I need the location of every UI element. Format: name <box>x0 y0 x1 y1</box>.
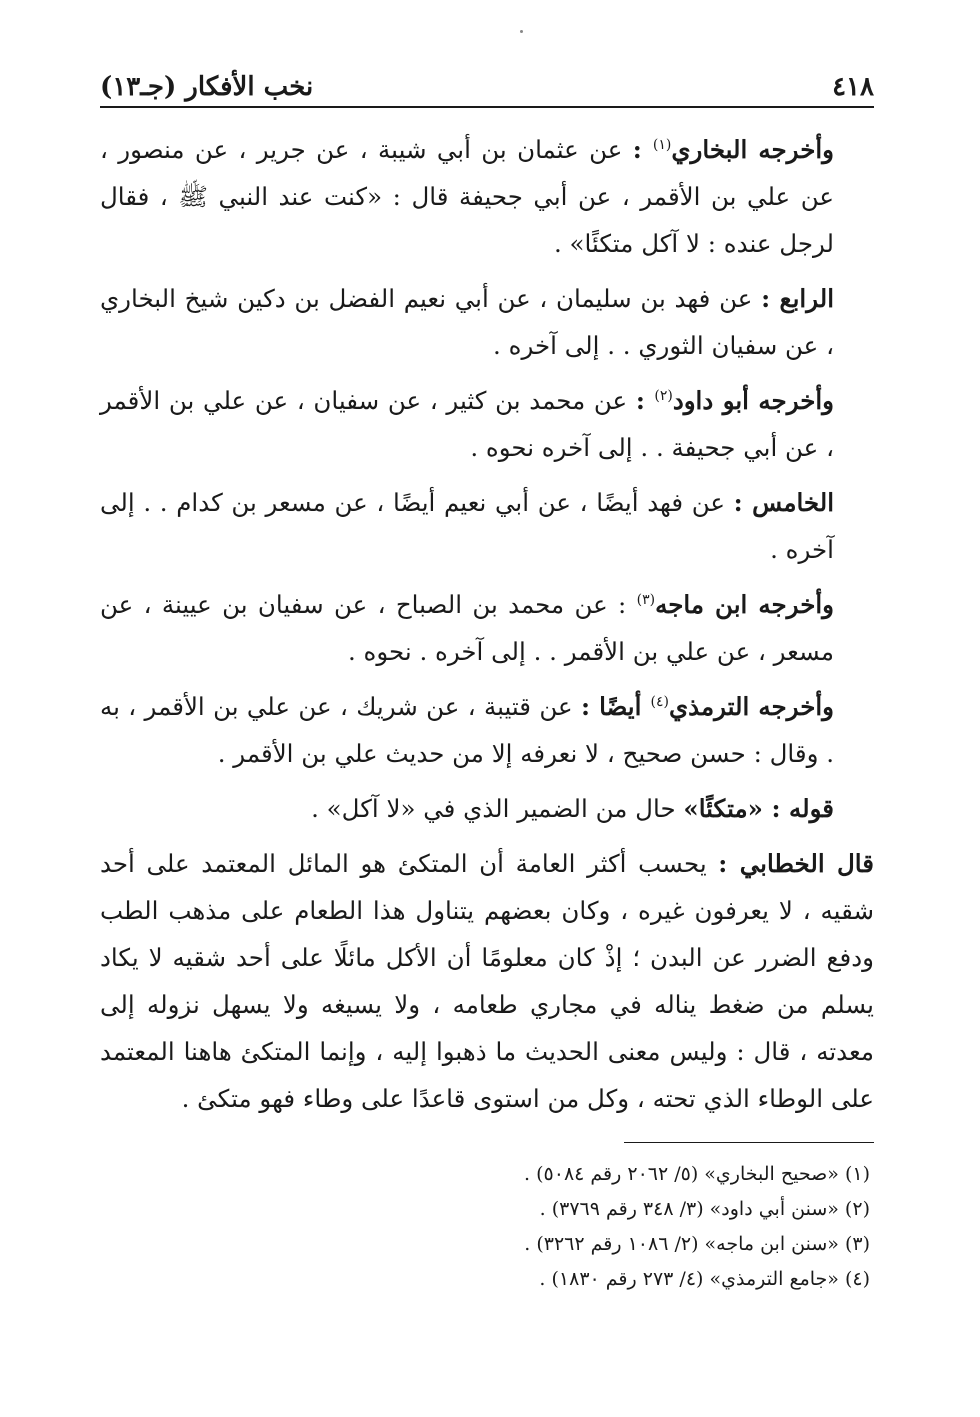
paragraph <box>100 126 874 267</box>
paragraph-lead: قوله : «متكئًا» <box>683 794 834 823</box>
paragraph-lead-tail: : <box>632 135 653 164</box>
paragraph-lead: الخامس : <box>733 488 835 517</box>
paragraph-lead-tail: أيضًا : <box>580 692 651 721</box>
paragraph-lead: الرابع : <box>761 284 834 313</box>
paragraph <box>100 377 874 471</box>
footnote-marker: (٤) <box>650 693 669 710</box>
running-head <box>100 58 874 108</box>
scan-speck <box>520 30 523 33</box>
paragraph-lead: وأخرجه البخاري <box>671 135 834 164</box>
paragraph-text: عن محمد بن كثير ، عن سفيان ، عن علي بن الأقمر ، عن أبي جحيفة . . إلى آخره نحوه . <box>100 386 834 462</box>
paragraph-text: عن فهد بن سليمان ، عن أبي نعيم الفضل بن دكين شيخ البخاري ، عن سفيان الثوري . . إلى آخره . <box>100 284 834 360</box>
footnote-marker: (٢) <box>654 387 673 404</box>
paragraph-text: عن عثمان بن أبي شيبة ، عن جرير ، عن منصور ، عن علي بن الأقمر ، عن أبي جحيفة قال : «كنت عند النبي ﷺ ، فقال لرجل عنده : لا آكل متكئًا» . <box>100 135 834 258</box>
paragraph-text: حال من الضمير الذي في «لا آكل» . <box>311 794 684 823</box>
footnote: (٢) «سنن أبي داود» (٣/ ٣٤٨ رقم ٣٧٦٩) . <box>539 1198 870 1220</box>
footnote-divider <box>624 1142 874 1143</box>
book-page <box>100 58 874 1297</box>
paragraph-lead: وأخرجه أبو داود <box>672 386 834 415</box>
paragraph <box>100 840 874 1122</box>
paragraph <box>100 275 874 369</box>
paragraph-lead-tail: : <box>635 386 655 415</box>
paragraph-text: عن فهد أيضًا ، عن أبي نعيم أيضًا ، عن مسعر بن كدام . . إلى آخره . <box>100 488 834 564</box>
paragraph <box>100 683 874 777</box>
paragraph-lead: وأخرجه الترمذي <box>668 692 834 721</box>
paragraph-lead: قال الخطابي : <box>718 849 874 878</box>
paragraph-text: يحسب أكثر العامة أن المتكئ هو المائل المعتمد على أحد شقيه ، لا يعرفون غيره ، وكان بعضهم يتناول هذا الطعام على مذهب الطب ودفع الضرر عن البدن ؛ إذْ كان معلومًا أن الأكل مائلًا على أحد شقيه لا يكاد يسلم من ضغط يناله في مجاري طعامه ، ولا يسيغه ولا يسهل نزوله إلى معدته ، قال : وليس معنى الحديث ما ذهبوا إليه ، وإنما المتكئ هاهنا المعتمد على الوطاء الذي تحته ، وكل من استوى قاعدًا على وطاء فهو متكئ . <box>100 849 874 1113</box>
footnote-marker: (٣) <box>636 591 656 608</box>
body-text <box>100 126 874 1122</box>
page-number: ٤١٨ <box>832 72 874 102</box>
footnote: (٤) «جامع الترمذي» (٤/ ٢٧٣ رقم ١٨٣٠) . <box>539 1268 870 1290</box>
paragraph <box>100 479 874 573</box>
paragraph-text: : عن محمد بن الصباح ، عن سفيان بن عيينة ، عن مسعر ، عن علي بن الأقمر . . إلى آخره . نحوه . <box>100 590 834 666</box>
paragraph-text: عن قتيبة ، عن شريك ، عن علي بن الأقمر ، به . وقال : حسن صحيح ، لا نعرفه إلا من حديث علي بن الأقمر . <box>100 692 834 768</box>
book-title: نخب الأفكار (جـ١٣) <box>100 72 314 102</box>
footnote-marker: (١) <box>652 136 672 153</box>
paragraph <box>100 785 874 832</box>
paragraph <box>100 581 874 675</box>
footnote: (٣) «سنن ابن ماجه» (٢/ ١٠٨٦ رقم ٣٢٦٢) . <box>524 1233 870 1255</box>
footnote: (١) «صحيح البخاري» (٥/ ٢٠٦٢ رقم ٥٠٨٤) . <box>524 1163 870 1185</box>
paragraph-lead: وأخرجه ابن ماجه <box>655 590 834 619</box>
footnotes <box>100 1157 874 1297</box>
